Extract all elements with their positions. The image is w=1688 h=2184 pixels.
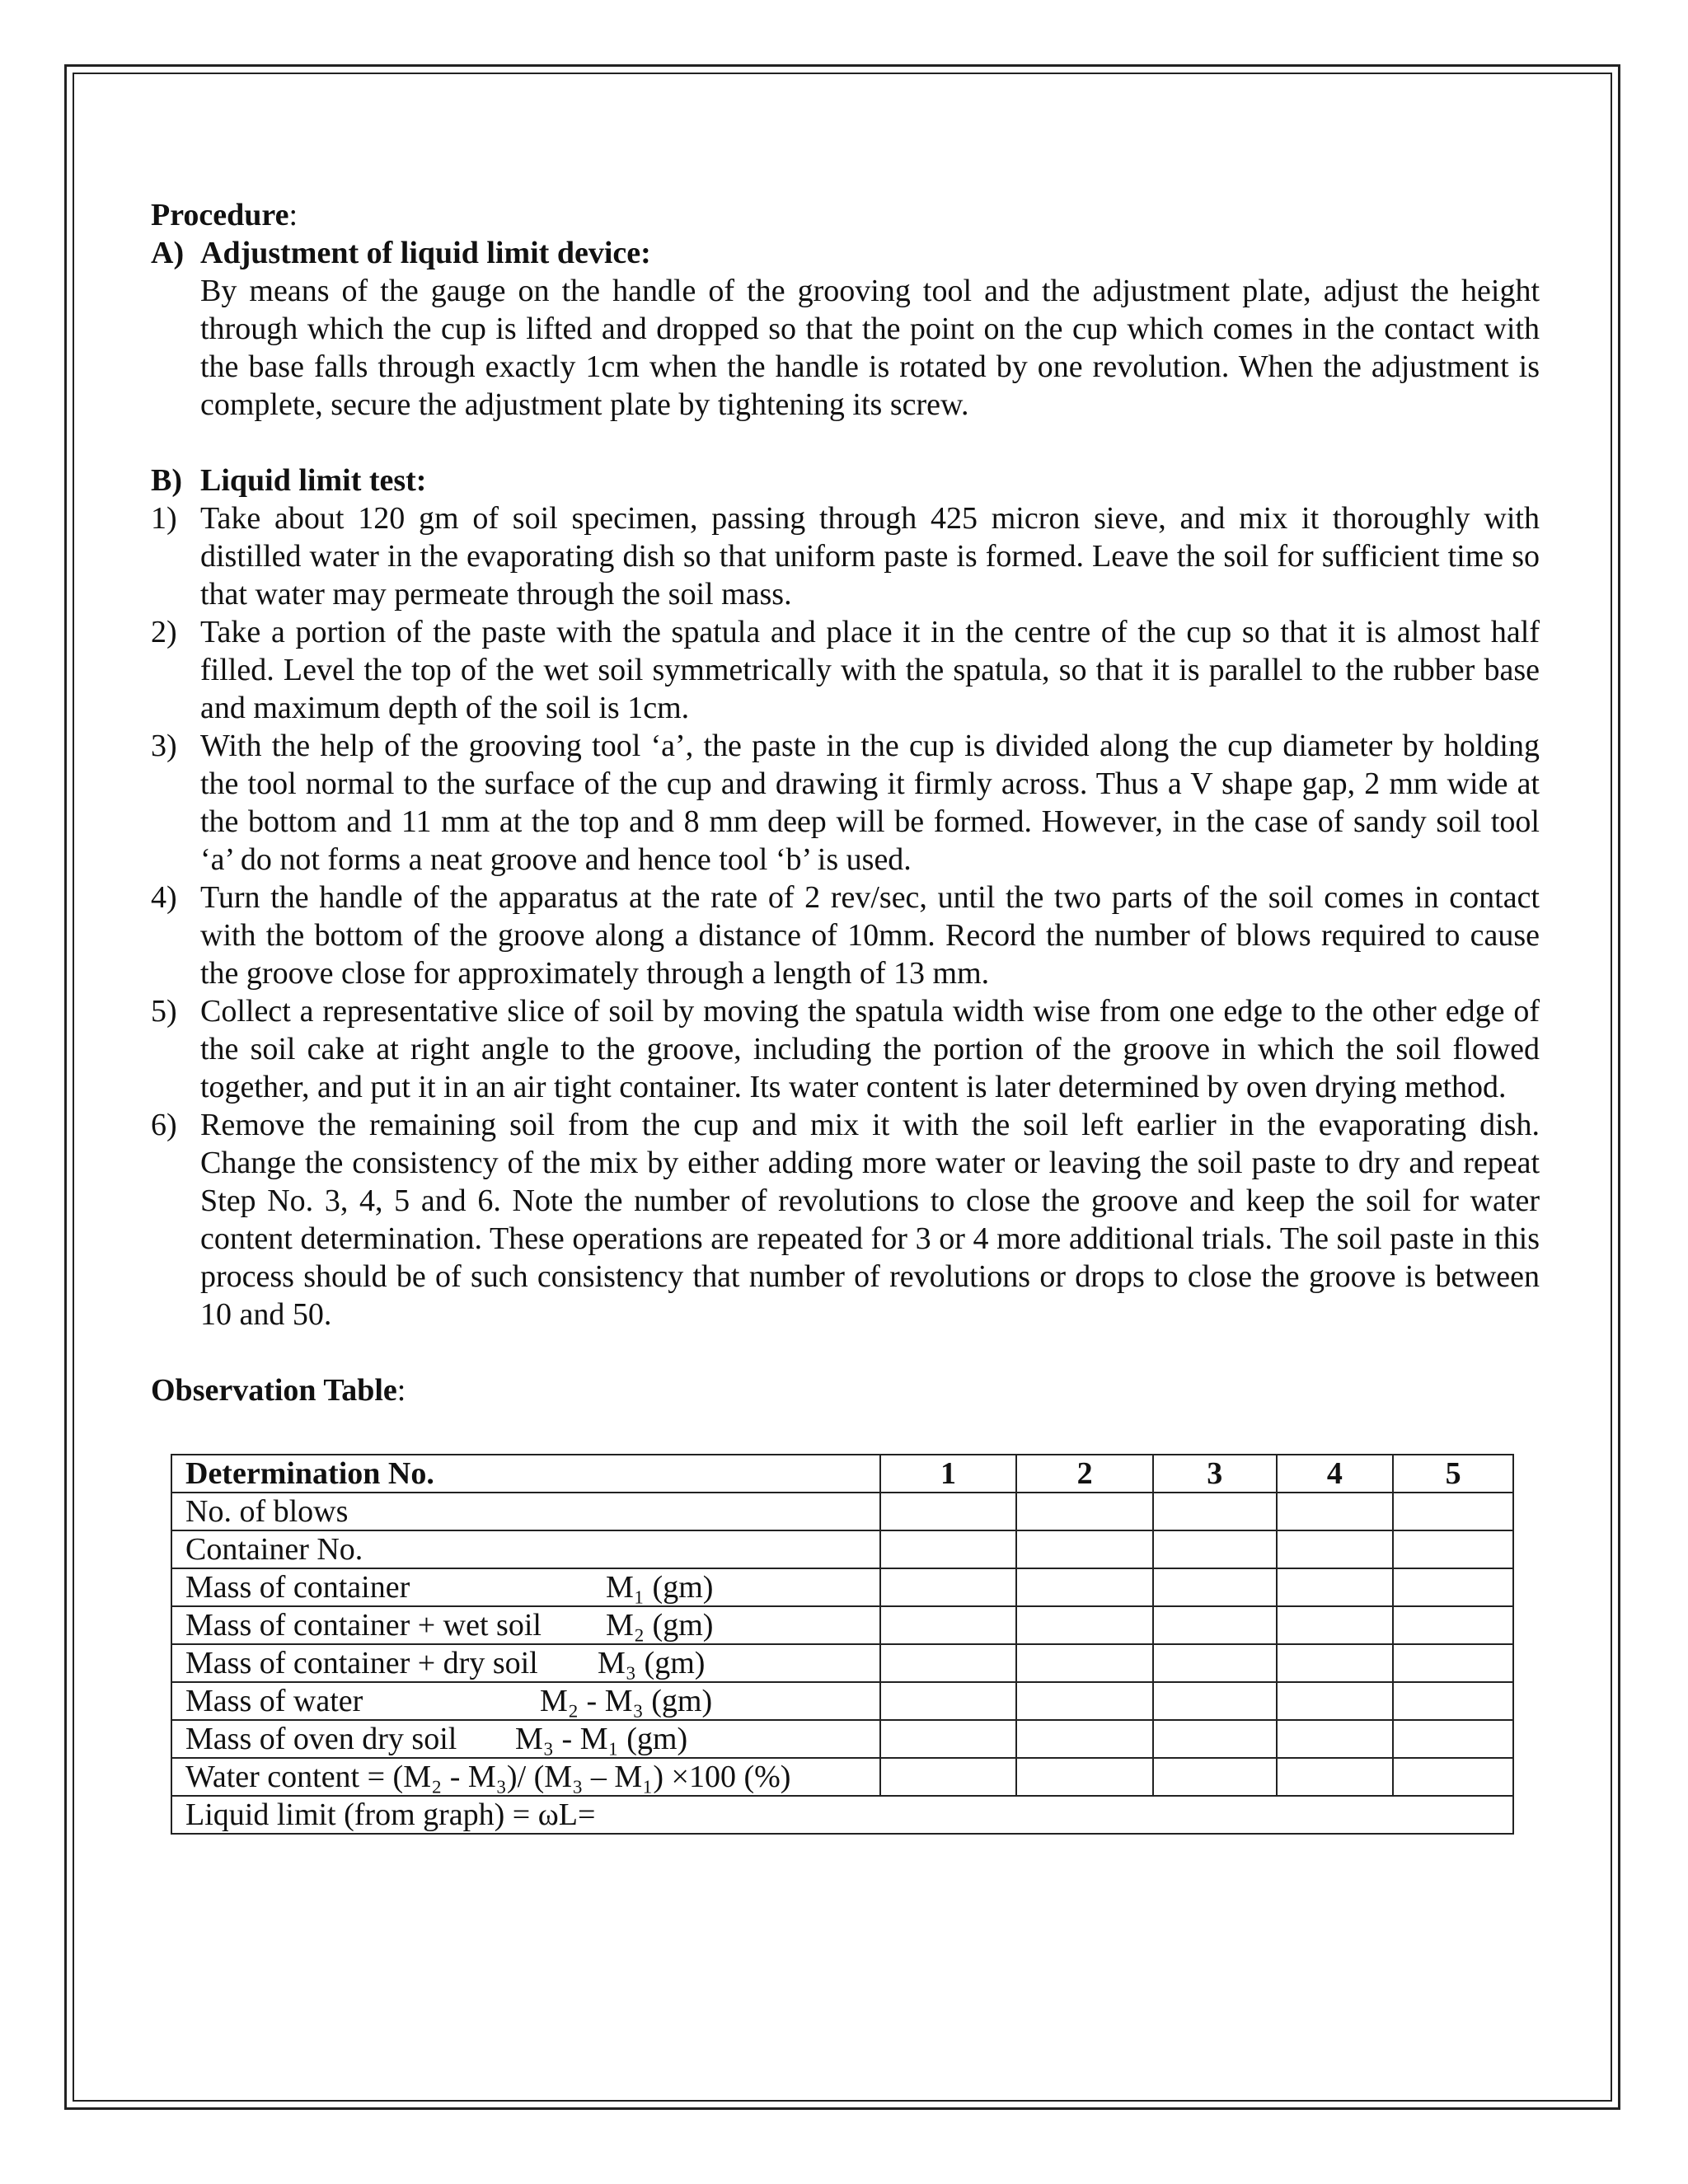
row-label: No. of blows bbox=[171, 1493, 880, 1530]
step-number: 3) bbox=[151, 729, 177, 763]
table-cell[interactable] bbox=[1277, 1568, 1394, 1606]
observation-table bbox=[171, 1454, 1514, 1835]
step-number: 5) bbox=[151, 994, 177, 1029]
row-unit: M₃ (gm) bbox=[598, 1646, 706, 1680]
row-unit: M₁ (gm) bbox=[606, 1570, 714, 1605]
step-item bbox=[151, 1106, 1540, 1333]
spacer bbox=[151, 424, 1540, 462]
table-cell[interactable] bbox=[1153, 1644, 1277, 1682]
table-cell[interactable] bbox=[1153, 1606, 1277, 1644]
row-label: Water content = (M₂ - M₃)/ (M₃ – M₁) ×100 (%) bbox=[171, 1758, 880, 1796]
table-cell[interactable] bbox=[880, 1568, 1017, 1606]
table-cell[interactable] bbox=[1153, 1720, 1277, 1758]
row-label: Mass of container + wet soil M₂ (gm) bbox=[171, 1606, 880, 1644]
section-b-title: Liquid limit test: bbox=[200, 463, 427, 498]
header-label: Determination No. bbox=[171, 1455, 880, 1493]
row-label: Mass of container M₁ (gm) bbox=[171, 1568, 880, 1606]
table-cell[interactable] bbox=[1393, 1493, 1513, 1530]
section-a-heading bbox=[151, 234, 1540, 272]
procedure-heading: Procedure: bbox=[151, 198, 298, 232]
table-cell[interactable] bbox=[1153, 1568, 1277, 1606]
table-cell[interactable] bbox=[880, 1720, 1017, 1758]
table-cell[interactable] bbox=[1393, 1758, 1513, 1796]
table-cell[interactable] bbox=[1016, 1568, 1153, 1606]
table-cell[interactable] bbox=[1153, 1493, 1277, 1530]
table-cell[interactable] bbox=[1393, 1530, 1513, 1568]
row-label: Mass of oven dry soil M₃ - M₁ (gm) bbox=[171, 1720, 880, 1758]
step-number: 1) bbox=[151, 501, 177, 536]
table-cell[interactable] bbox=[1016, 1682, 1153, 1720]
section-a-text: By means of the gauge on the handle of the grooving tool and the adjustment plate, adjust the height through which the cup is lifted and dropped so that the point on the cup which comes in the contact with the base falls through exactly 1cm when the handle is rotated by one revolution. When the adjustment is complete, secure the adjustment plate by tightening its screw. bbox=[200, 274, 1540, 422]
step-text: Remove the remaining soil from the cup and mix it with the soil left earlier in the evaporating dish. Change the consistency of the mix by either adding more water or leaving the soil paste to dry and repeat Step No. 3, 4, 5 and 6. Note the number of revolutions to close the groove and keep the soil for water content determination. These operations are repeated for 3 or 4 more additional trials. The soil paste in this process should be of such consistency that number of revolutions or drops to close the groove is between 10 and 50. bbox=[200, 1108, 1540, 1332]
table-footer-row bbox=[171, 1796, 1513, 1834]
row-label: Container No. bbox=[171, 1530, 880, 1568]
header-col-2: 2 bbox=[1016, 1455, 1153, 1493]
step-number: 6) bbox=[151, 1108, 177, 1142]
step-item bbox=[151, 992, 1540, 1106]
row-unit: M₃ - M₁ (gm) bbox=[515, 1722, 688, 1756]
table-row bbox=[171, 1530, 1513, 1568]
step-number: 2) bbox=[151, 615, 177, 649]
table-row bbox=[171, 1644, 1513, 1682]
row-label: Mass of container + dry soil M₃ (gm) bbox=[171, 1644, 880, 1682]
header-col-3: 3 bbox=[1153, 1455, 1277, 1493]
step-text: Turn the handle of the apparatus at the rate of 2 rev/sec, until the two parts of the soil comes in contact with the bottom of the groove along a distance of 10mm. Record the number of blows required to cause the groove close for approximately through a length of 13 mm. bbox=[200, 880, 1540, 991]
observation-heading: Observation Table: bbox=[151, 1373, 406, 1408]
table-row bbox=[171, 1493, 1513, 1530]
table-row bbox=[171, 1720, 1513, 1758]
table-cell[interactable] bbox=[1153, 1758, 1277, 1796]
table-cell[interactable] bbox=[1393, 1606, 1513, 1644]
table-cell[interactable] bbox=[1153, 1682, 1277, 1720]
table-cell[interactable] bbox=[880, 1493, 1017, 1530]
row-unit: M₂ (gm) bbox=[606, 1608, 714, 1643]
table-row bbox=[171, 1606, 1513, 1644]
table-cell[interactable] bbox=[1277, 1720, 1394, 1758]
header-col-4: 4 bbox=[1277, 1455, 1394, 1493]
step-number: 4) bbox=[151, 880, 177, 915]
section-a-title: Adjustment of liquid limit device: bbox=[200, 236, 651, 270]
table-cell[interactable] bbox=[1277, 1493, 1394, 1530]
row-label: Mass of water M₂ - M₃ (gm) bbox=[171, 1682, 880, 1720]
section-b-marker: B) bbox=[151, 463, 182, 498]
header-col-1: 1 bbox=[880, 1455, 1017, 1493]
table-cell[interactable] bbox=[1277, 1758, 1394, 1796]
step-item bbox=[151, 613, 1540, 727]
table-cell[interactable] bbox=[1016, 1758, 1153, 1796]
table-cell[interactable] bbox=[880, 1758, 1017, 1796]
table-cell[interactable] bbox=[1393, 1720, 1513, 1758]
document-body bbox=[151, 196, 1540, 1409]
table-header-row bbox=[171, 1455, 1513, 1493]
table-cell[interactable] bbox=[1016, 1530, 1153, 1568]
table-cell[interactable] bbox=[1016, 1606, 1153, 1644]
table-cell[interactable] bbox=[1277, 1606, 1394, 1644]
table-cell[interactable] bbox=[1277, 1682, 1394, 1720]
table-row bbox=[171, 1568, 1513, 1606]
table-cell[interactable] bbox=[1277, 1644, 1394, 1682]
section-b-heading bbox=[151, 462, 1540, 499]
step-text: Take about 120 gm of soil specimen, passing through 425 micron sieve, and mix it thoroughly with distilled water in the evaporating dish so that uniform paste is formed. Leave the soil for sufficient time so that water may permeate through the soil mass. bbox=[200, 501, 1540, 612]
table-cell[interactable] bbox=[1016, 1493, 1153, 1530]
step-item bbox=[151, 727, 1540, 879]
table-row bbox=[171, 1682, 1513, 1720]
table-cell[interactable] bbox=[1393, 1644, 1513, 1682]
table-cell[interactable] bbox=[880, 1682, 1017, 1720]
step-text: With the help of the grooving tool ‘a’, the paste in the cup is divided along the cup diameter by holding the tool normal to the surface of the cup and drawing it firmly across. Thus a V shape gap, 2 mm wide at the bottom and 11 mm at the top and 8 mm deep will be formed. However, in the case of sandy soil tool ‘a’ do not forms a neat groove and hence tool ‘b’ is used. bbox=[200, 729, 1540, 877]
header-col-5: 5 bbox=[1393, 1455, 1513, 1493]
observation-title: Observation Table bbox=[151, 1373, 397, 1408]
table-cell[interactable] bbox=[1016, 1720, 1153, 1758]
step-item bbox=[151, 879, 1540, 992]
step-text: Collect a representative slice of soil by moving the spatula width wise from one edge to the other edge of the soil cake at right angle to the groove, including the portion of the groove in which the soil flowed together, and put it in an air tight container. Its water content is later determined by oven drying method. bbox=[200, 994, 1540, 1104]
procedure-steps bbox=[151, 499, 1540, 1333]
table-cell[interactable] bbox=[1016, 1644, 1153, 1682]
table-cell[interactable] bbox=[880, 1606, 1017, 1644]
table-cell[interactable] bbox=[1393, 1682, 1513, 1720]
spacer bbox=[151, 1333, 1540, 1371]
row-unit: M₂ - M₃ (gm) bbox=[540, 1684, 713, 1718]
table-cell[interactable] bbox=[880, 1530, 1017, 1568]
table-cell[interactable] bbox=[1153, 1530, 1277, 1568]
step-item bbox=[151, 499, 1540, 613]
step-text: Take a portion of the paste with the spatula and place it in the centre of the cup so that it is almost half filled. Level the top of the wet soil symmetrically with the spatula, so that it is parallel to the rubber base and maximum depth of the soil is 1cm. bbox=[200, 615, 1540, 725]
table-cell[interactable] bbox=[1393, 1568, 1513, 1606]
liquid-limit-cell[interactable]: Liquid limit (from graph) = ωL= bbox=[171, 1796, 1513, 1834]
procedure-title: Procedure bbox=[151, 198, 289, 232]
section-a-marker: A) bbox=[151, 236, 185, 270]
table-row bbox=[171, 1758, 1513, 1796]
table-cell[interactable] bbox=[880, 1644, 1017, 1682]
table-cell[interactable] bbox=[1277, 1530, 1394, 1568]
